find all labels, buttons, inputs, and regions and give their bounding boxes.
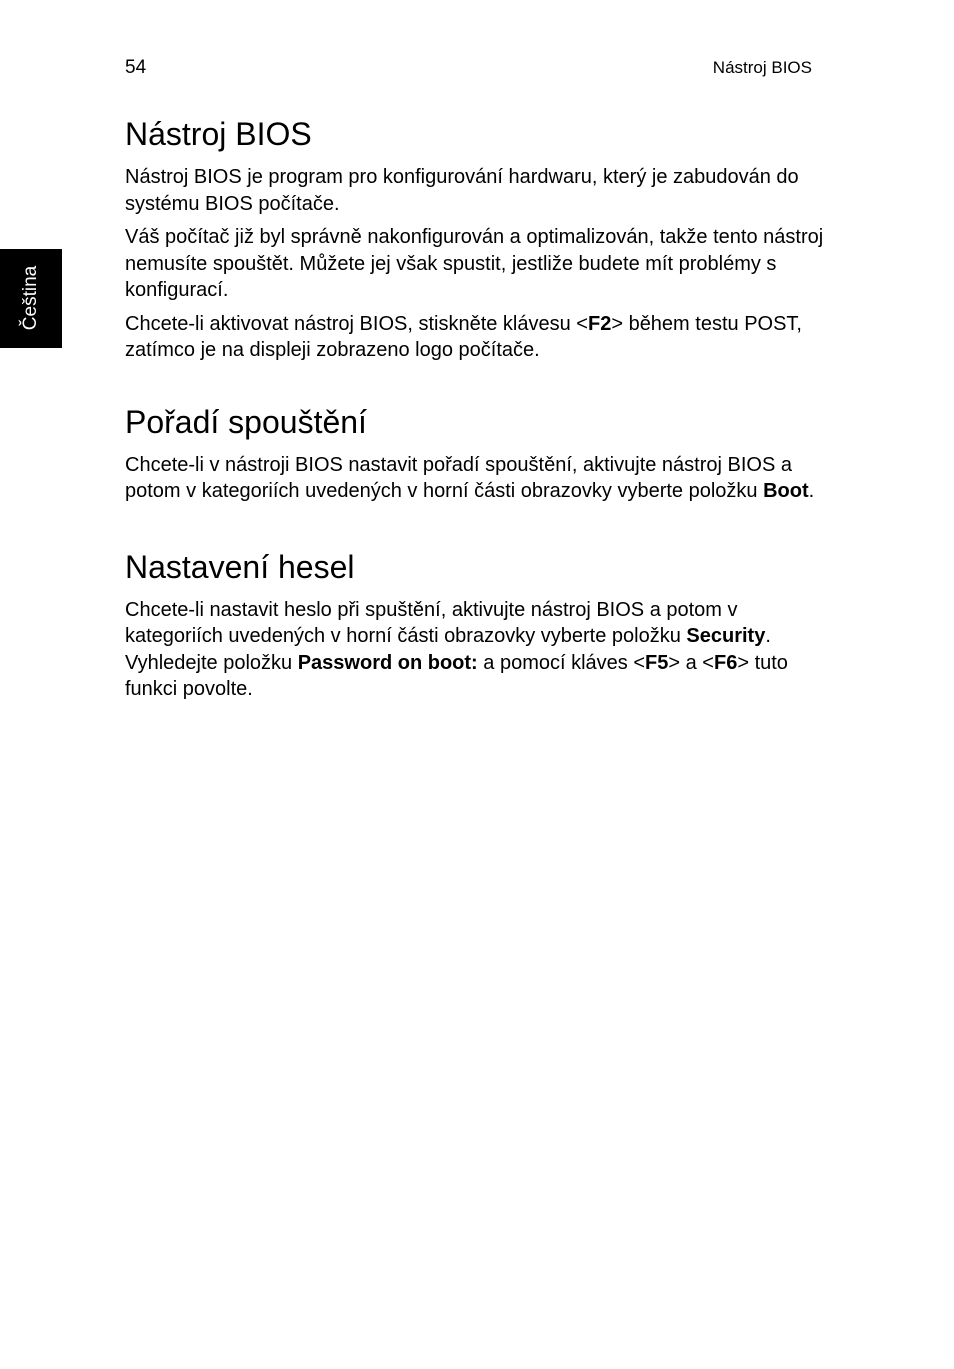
page-number: 54	[125, 57, 147, 78]
bios-paragraph-1: Nástroj BIOS je program pro konfigurování hardwaru, který je zabudován do systému BIOS počítače.	[125, 166, 799, 215]
language-side-tab	[0, 249, 62, 348]
bios-paragraph-2: Váš počítač již byl správně nakonfigurován a optimalizován, takže tento nástroj nemusíte spouštět. Můžete jej však spustit, jestliže budete mít problémy s konfigurací.	[125, 226, 824, 301]
boot-paragraph	[125, 452, 825, 505]
password-text-mid-2: a pomocí kláves <	[477, 651, 646, 674]
page-content	[125, 112, 825, 703]
security-menu-item: Security	[686, 625, 766, 647]
section-title-passwords: Nastavení hesel	[125, 548, 355, 585]
section-title-bios: Nástroj BIOS	[125, 116, 312, 152]
key-f5: F5	[645, 651, 669, 674]
bios-p3-text-start: Chcete-li aktivovat nástroj BIOS, stiskněte klávesu <	[125, 312, 588, 335]
password-text-start: Chcete-li nastavit heslo při spuštění, aktivujte nástroj BIOS a potom v kategoriích uvedených v horní části obrazovky vyberte položku	[125, 598, 738, 647]
boot-text-end: .	[808, 480, 815, 502]
password-text-end: > tuto funkci povolte.	[125, 651, 788, 700]
language-tab-label: Čeština	[20, 265, 41, 331]
key-f2: F2	[587, 312, 612, 335]
password-text-mid-3: > a <	[668, 651, 714, 674]
password-on-boot-item: Password on boot:	[297, 651, 478, 674]
password-paragraph	[125, 597, 825, 703]
section-title-boot-order: Pořadí spouštění	[125, 403, 367, 440]
key-f6: F6	[713, 651, 738, 674]
bios-p3-text-end: > během testu POST, zatímco je na displeji zobrazeno logo počítače.	[125, 312, 802, 361]
bios-paragraph-3	[125, 311, 825, 364]
boot-text-start: Chcete-li v nástroji BIOS nastavit pořadí spouštění, aktivujte nástroj BIOS a potom v kategoriích uvedených v horní části obrazovky vyberte položku	[125, 453, 792, 502]
boot-menu-item: Boot	[763, 480, 809, 502]
running-header: Nástroj BIOS	[712, 58, 812, 77]
password-text-mid-1: . Vyhledejte položku	[125, 625, 771, 674]
